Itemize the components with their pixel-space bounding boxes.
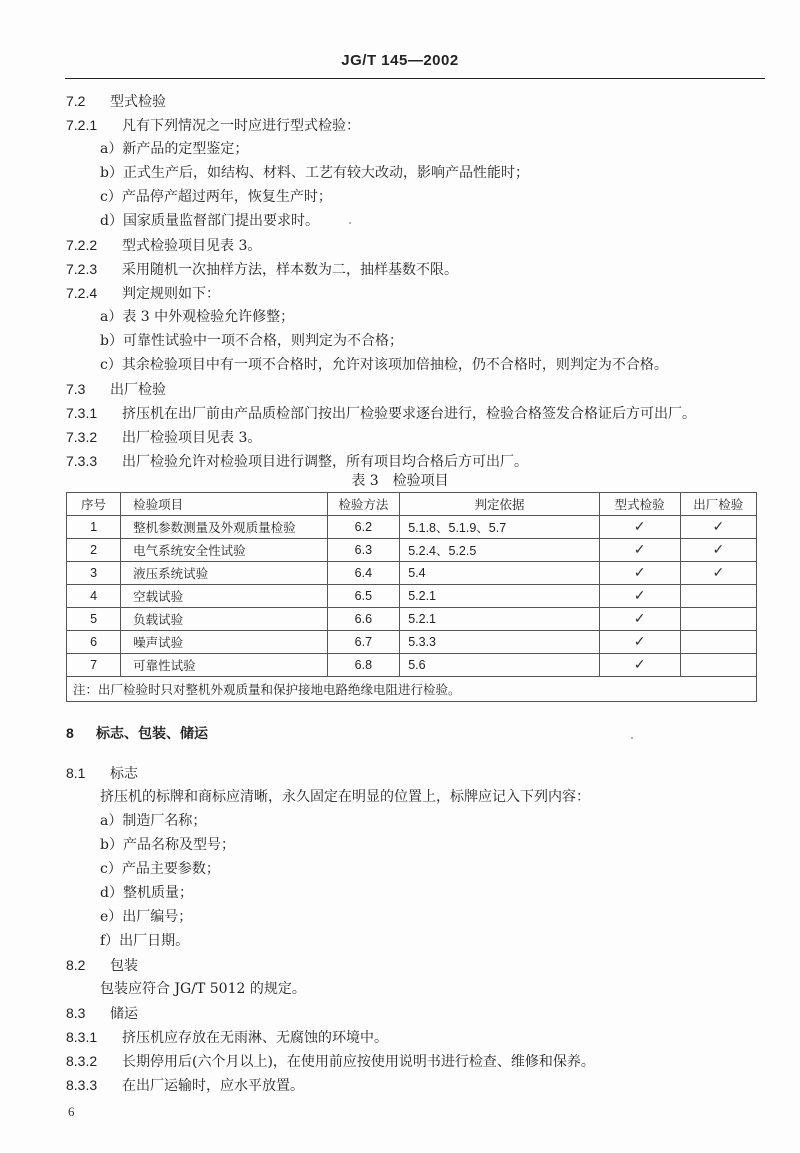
clause-text: 长期停用后(六个月以上)，在使用前应按使用说明书进行检查、维修和保养。 <box>122 1054 595 1070</box>
cell-seq: 5 <box>67 608 121 631</box>
list-item: d）国家质量监督部门提出要求时。 <box>100 213 319 229</box>
list-item: b）可靠性试验中一项不合格，则判定为不合格； <box>100 333 403 349</box>
cell-basis: 5.1.8、5.1.9、5.7 <box>400 516 600 539</box>
section-number: 8.3 <box>66 1005 86 1021</box>
clause-8-3-3 <box>66 1076 304 1095</box>
clause-7-2-3 <box>66 260 458 279</box>
clause-7-2-2 <box>66 236 261 255</box>
check-icon: ✓ <box>599 654 680 677</box>
cell-seq: 2 <box>67 539 121 562</box>
cell-basis: 5.4 <box>400 562 600 585</box>
section-title: 标志 <box>110 766 138 782</box>
cell-method: 6.4 <box>327 562 400 585</box>
section-8-3-heading <box>66 1004 138 1023</box>
col-header-factory-test: 出厂检验 <box>680 493 756 516</box>
cell-basis: 5.2.1 <box>400 585 600 608</box>
list-item: f）出厂日期。 <box>100 933 190 949</box>
clause-text: 挤压机应存放在无雨淋、无腐蚀的环境中。 <box>122 1030 388 1046</box>
section-number: 8.2 <box>66 957 86 973</box>
clause-7-3-1 <box>66 404 696 423</box>
check-icon: ✓ <box>599 585 680 608</box>
section-8-heading <box>66 724 208 743</box>
scan-speck <box>349 222 351 224</box>
clause-text: 在出厂运输时，应水平放置。 <box>122 1078 304 1094</box>
paragraph: 包装应符合 JG/T 5012 的规定。 <box>100 981 306 997</box>
section-number: 7.3 <box>66 381 86 397</box>
section-title: 型式检验 <box>110 94 166 110</box>
section-number: 8.1 <box>66 765 86 781</box>
table-row <box>67 654 757 677</box>
empty-cell <box>680 654 756 677</box>
table-row <box>67 562 757 585</box>
cell-basis: 5.3.3 <box>400 631 600 654</box>
cell-item: 电气系统安全性试验 <box>121 539 327 562</box>
table-row <box>67 516 757 539</box>
table-row <box>67 585 757 608</box>
list-item: c）其余检验项目中有一项不合格时，允许对该项加倍抽检，仍不合格时，则判定为不合格。 <box>100 357 668 373</box>
section-8-1-heading <box>66 764 138 783</box>
clause-text: 采用随机一次抽样方法，样本数为二，抽样基数不限。 <box>122 262 458 278</box>
cell-basis: 5.2.4、5.2.5 <box>400 539 600 562</box>
section-title: 储运 <box>110 1006 138 1022</box>
table-row <box>67 608 757 631</box>
table-header-row <box>67 493 757 516</box>
section-7-2-heading <box>66 92 166 111</box>
clause-number: 8.3.1 <box>66 1029 98 1045</box>
cell-method: 6.3 <box>327 539 400 562</box>
empty-cell <box>680 585 756 608</box>
clause-number: 7.3.2 <box>66 429 98 445</box>
check-icon: ✓ <box>599 562 680 585</box>
table-note-row <box>67 677 757 702</box>
clause-7-2-4 <box>66 284 220 303</box>
table-note: 注：出厂检验时只对整机外观质量和保护接地电路绝缘电阻进行检验。 <box>67 677 757 702</box>
list-item: d）整机质量； <box>100 885 193 901</box>
list-item: c）产品主要参数； <box>100 861 220 877</box>
section-7-3-heading <box>66 380 166 399</box>
section-8-2-heading <box>66 956 138 975</box>
cell-seq: 3 <box>67 562 121 585</box>
cell-method: 6.7 <box>327 631 400 654</box>
cell-seq: 6 <box>67 631 121 654</box>
cell-method: 6.8 <box>327 654 400 677</box>
section-title: 出厂检验 <box>110 382 166 398</box>
table-row <box>67 539 757 562</box>
cell-basis: 5.6 <box>400 654 600 677</box>
clause-text: 判定规则如下： <box>122 286 220 302</box>
section-title: 包装 <box>110 958 138 974</box>
list-item: b）正式生产后，如结构、材料、工艺有较大改动，影响产品性能时； <box>100 165 529 181</box>
clause-7-2-1 <box>66 116 360 135</box>
cell-seq: 1 <box>67 516 121 539</box>
check-icon: ✓ <box>680 516 756 539</box>
cell-item: 整机参数测量及外观质量检验 <box>121 516 327 539</box>
cell-method: 6.6 <box>327 608 400 631</box>
section-number: 7.2 <box>66 93 86 109</box>
check-icon: ✓ <box>599 631 680 654</box>
clause-number: 8.3.2 <box>66 1053 98 1069</box>
clause-number: 7.3.3 <box>66 453 98 469</box>
col-header-item: 检验项目 <box>121 493 327 516</box>
clause-number: 7.2.4 <box>66 285 98 301</box>
check-icon: ✓ <box>680 562 756 585</box>
page-number: 6 <box>68 1104 75 1119</box>
empty-cell <box>680 608 756 631</box>
header-rule <box>65 78 765 79</box>
scan-speck <box>631 737 633 739</box>
cell-item: 负载试验 <box>121 608 327 631</box>
list-item: a）表 3 中外观检验允许修整； <box>100 309 295 325</box>
table-row <box>67 631 757 654</box>
inspection-items-table <box>66 492 757 702</box>
check-icon: ✓ <box>599 516 680 539</box>
section-number: 8 <box>66 725 74 741</box>
clause-8-3-1 <box>66 1028 388 1047</box>
clause-text: 型式检验项目见表 3。 <box>122 238 262 254</box>
list-item: a）新产品的定型鉴定； <box>100 141 249 157</box>
clause-text: 挤压机在出厂前由产品质检部门按出厂检验要求逐台进行，检验合格签发合格证后方可出厂。 <box>122 406 696 422</box>
list-item: e）出厂编号； <box>100 909 193 925</box>
clause-7-3-3 <box>66 452 528 471</box>
cell-basis: 5.2.1 <box>400 608 600 631</box>
list-item: b）产品名称及型号； <box>100 837 235 853</box>
col-header-seq: 序号 <box>67 493 121 516</box>
col-header-basis: 判定依据 <box>400 493 600 516</box>
cell-seq: 4 <box>67 585 121 608</box>
check-icon: ✓ <box>599 539 680 562</box>
clause-number: 7.3.1 <box>66 405 98 421</box>
section-title: 标志、包装、储运 <box>96 726 208 742</box>
clause-8-3-2 <box>66 1052 595 1071</box>
clause-text: 凡有下列情况之一时应进行型式检验： <box>122 118 360 134</box>
cell-method: 6.5 <box>327 585 400 608</box>
clause-number: 7.2.3 <box>66 261 98 277</box>
clause-7-3-2 <box>66 428 261 447</box>
list-item: a）制造厂名称； <box>100 813 207 829</box>
cell-item: 噪声试验 <box>121 631 327 654</box>
table-caption: 表 3 检验项目 <box>351 473 449 489</box>
clause-text: 出厂检验允许对检验项目进行调整，所有项目均合格后方可出厂。 <box>122 454 528 470</box>
cell-item: 可靠性试验 <box>121 654 327 677</box>
empty-cell <box>680 631 756 654</box>
check-icon: ✓ <box>680 539 756 562</box>
standard-code-header: JG/T 145—2002 <box>341 52 459 69</box>
clause-number: 7.2.2 <box>66 237 98 253</box>
check-icon: ✓ <box>599 608 680 631</box>
cell-item: 液压系统试验 <box>121 562 327 585</box>
paragraph: 挤压机的标牌和商标应清晰，永久固定在明显的位置上，标牌应记入下列内容： <box>100 789 590 805</box>
clause-text: 出厂检验项目见表 3。 <box>122 430 262 446</box>
cell-seq: 7 <box>67 654 121 677</box>
col-header-type-test: 型式检验 <box>599 493 680 516</box>
cell-item: 空载试验 <box>121 585 327 608</box>
list-item: c）产品停产超过两年，恢复生产时； <box>100 189 332 205</box>
clause-number: 7.2.1 <box>66 117 98 133</box>
cell-method: 6.2 <box>327 516 400 539</box>
col-header-method: 检验方法 <box>327 493 400 516</box>
clause-number: 8.3.3 <box>66 1077 98 1093</box>
